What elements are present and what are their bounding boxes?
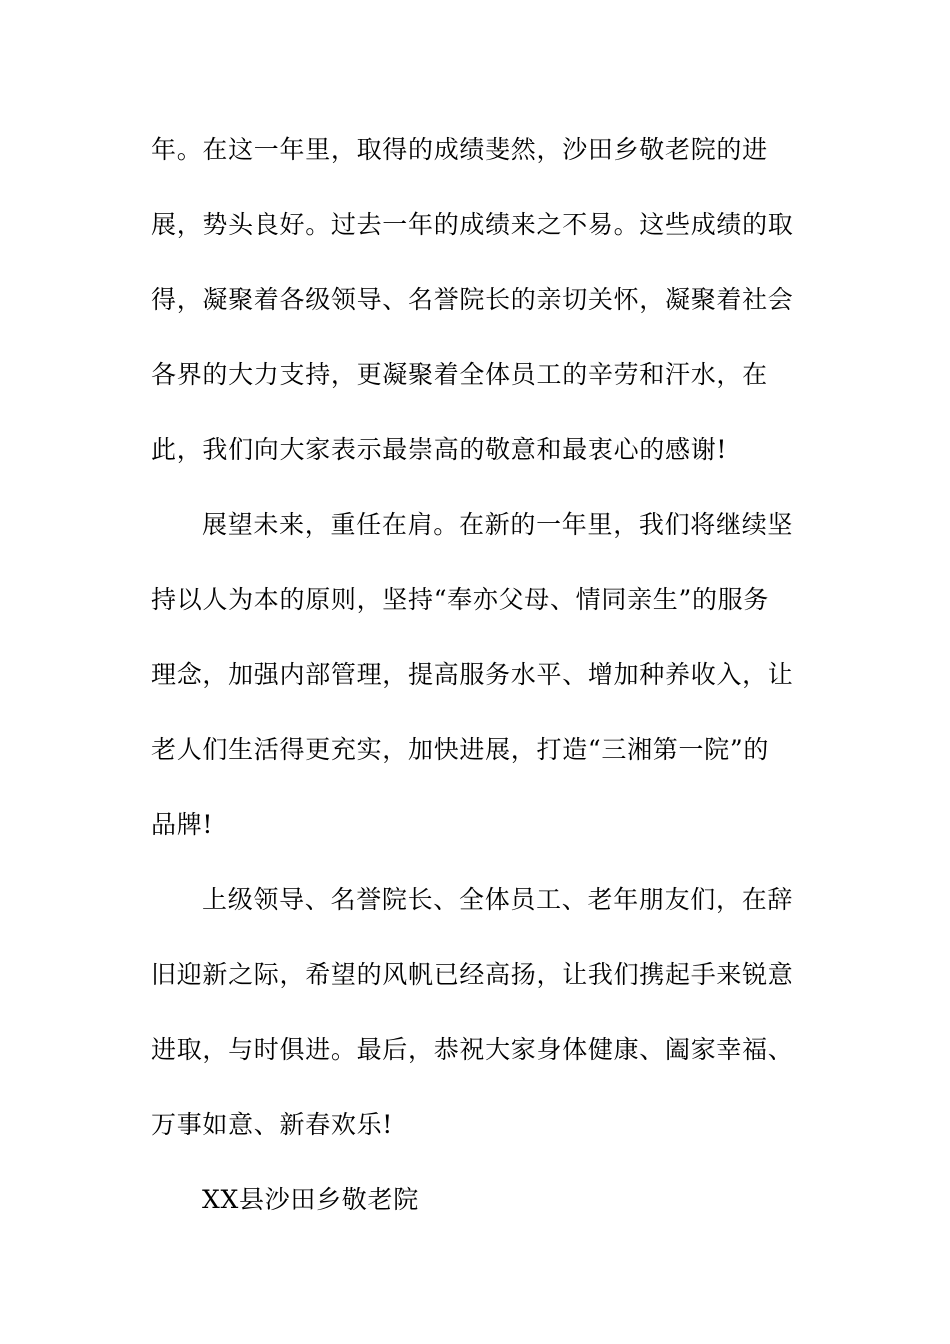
text-line: 得，凝聚着各级领导、名誉院长的亲切关怀，凝聚着社会 <box>151 285 794 314</box>
paragraph-greetings <box>151 875 794 1175</box>
text-line: 老人们生活得更充实，加快进展，打造“三湘第一院”的 <box>151 735 770 764</box>
paragraph-continuation <box>151 125 794 500</box>
text-line: 持以人为本的原则，坚持“奉亦父母、情同亲生”的服务 <box>151 585 770 614</box>
text-line: 展，势头良好。过去一年的成绩来之不易。这些成绩的取 <box>151 210 794 239</box>
text-line: 年。在这一年里，取得的成绩斐然，沙田乡敬老院的进 <box>151 135 768 164</box>
text-line: 进取，与时俱进。最后，恭祝大家身体健康、阖家幸福、 <box>151 1035 794 1064</box>
text-line: 此，我们向大家表示最崇高的敬意和最衷心的感谢! <box>151 435 728 464</box>
document-body <box>151 125 794 1250</box>
text-line: 展望未来，重任在肩。在新的一年里，我们将继续坚 <box>202 510 794 539</box>
text-line: 理念，加强内部管理，提高服务水平、增加种养收入，让 <box>151 660 794 689</box>
paragraph-outlook <box>151 500 794 875</box>
text-line: 品牌! <box>151 810 214 839</box>
text-line: 各界的大力支持，更凝聚着全体员工的辛劳和汗水，在 <box>151 360 768 389</box>
text-line: 万事如意、新春欢乐! <box>151 1110 394 1139</box>
signature: XX县沙田乡敬老院 <box>202 1185 419 1214</box>
text-line: 上级领导、名誉院长、全体员工、老年朋友们，在辞 <box>202 885 794 914</box>
text-line: 旧迎新之际，希望的风帆已经高扬，让我们携起手来锐意 <box>151 960 794 989</box>
